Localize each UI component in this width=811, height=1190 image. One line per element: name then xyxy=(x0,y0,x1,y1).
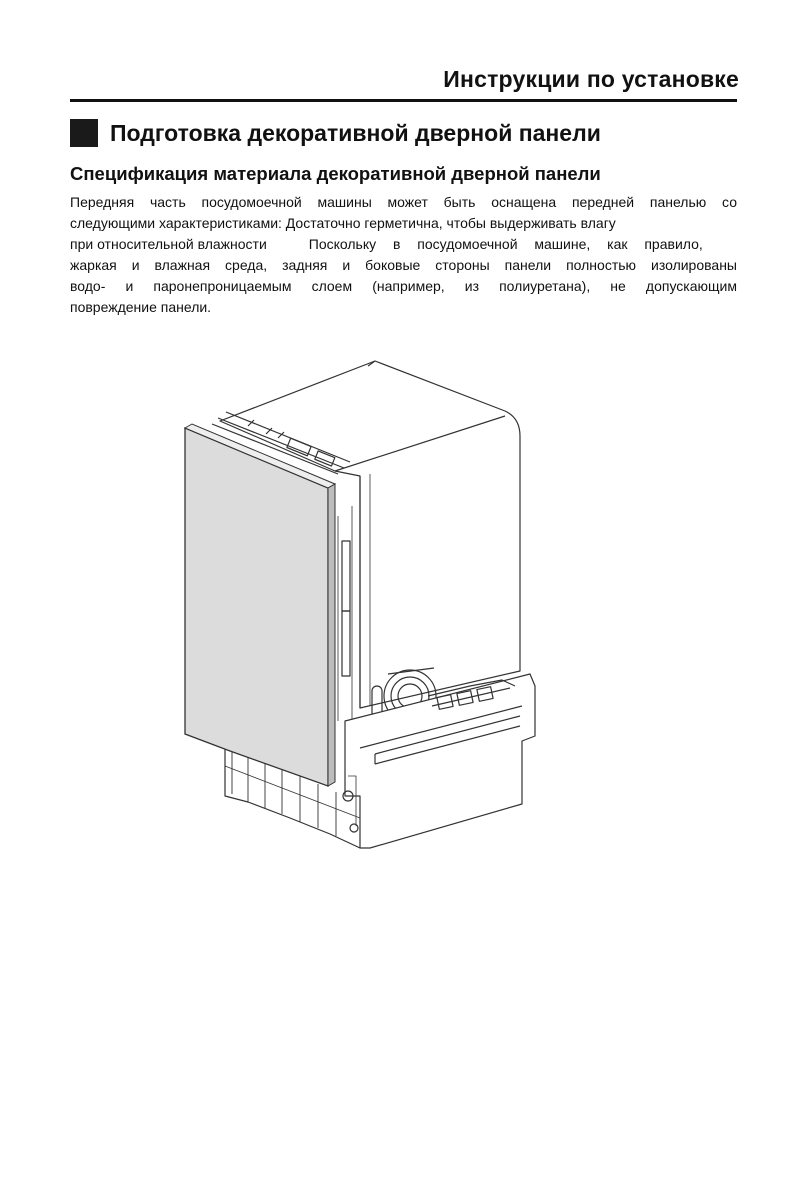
subsection-title: Спецификация материала декоративной дверной панели xyxy=(70,163,601,184)
header-divider xyxy=(70,99,737,102)
page-header-title: Инструкции по установке xyxy=(443,66,739,92)
dishwasher-illustration xyxy=(170,356,550,856)
body-line: Передняя часть посудомоечной машины может быть оснащена передней панелью со xyxy=(70,194,737,210)
section-heading xyxy=(70,117,601,149)
body-text-fragment: Поскольку в посудомоечной машине, как правило, xyxy=(308,236,703,252)
body-line-split xyxy=(70,234,737,255)
door-panel xyxy=(185,428,328,786)
section-marker-icon xyxy=(70,119,98,147)
body-line: повреждение панели. xyxy=(70,299,212,315)
body-line: водо- и паронепроницаемым слоем (например, из полиуретана), не допускающим xyxy=(70,278,737,294)
body-paragraph xyxy=(70,192,737,318)
body-text-fragment: при относительной влажности xyxy=(70,236,267,252)
section-title: Подготовка декоративной дверной панели xyxy=(110,119,601,146)
body-line: следующими характеристиками: Достаточно герметична, чтобы выдерживать влагу xyxy=(70,215,616,231)
body-line: жаркая и влажная среда, задняя и боковые стороны панели полностью изолированы xyxy=(70,257,737,273)
